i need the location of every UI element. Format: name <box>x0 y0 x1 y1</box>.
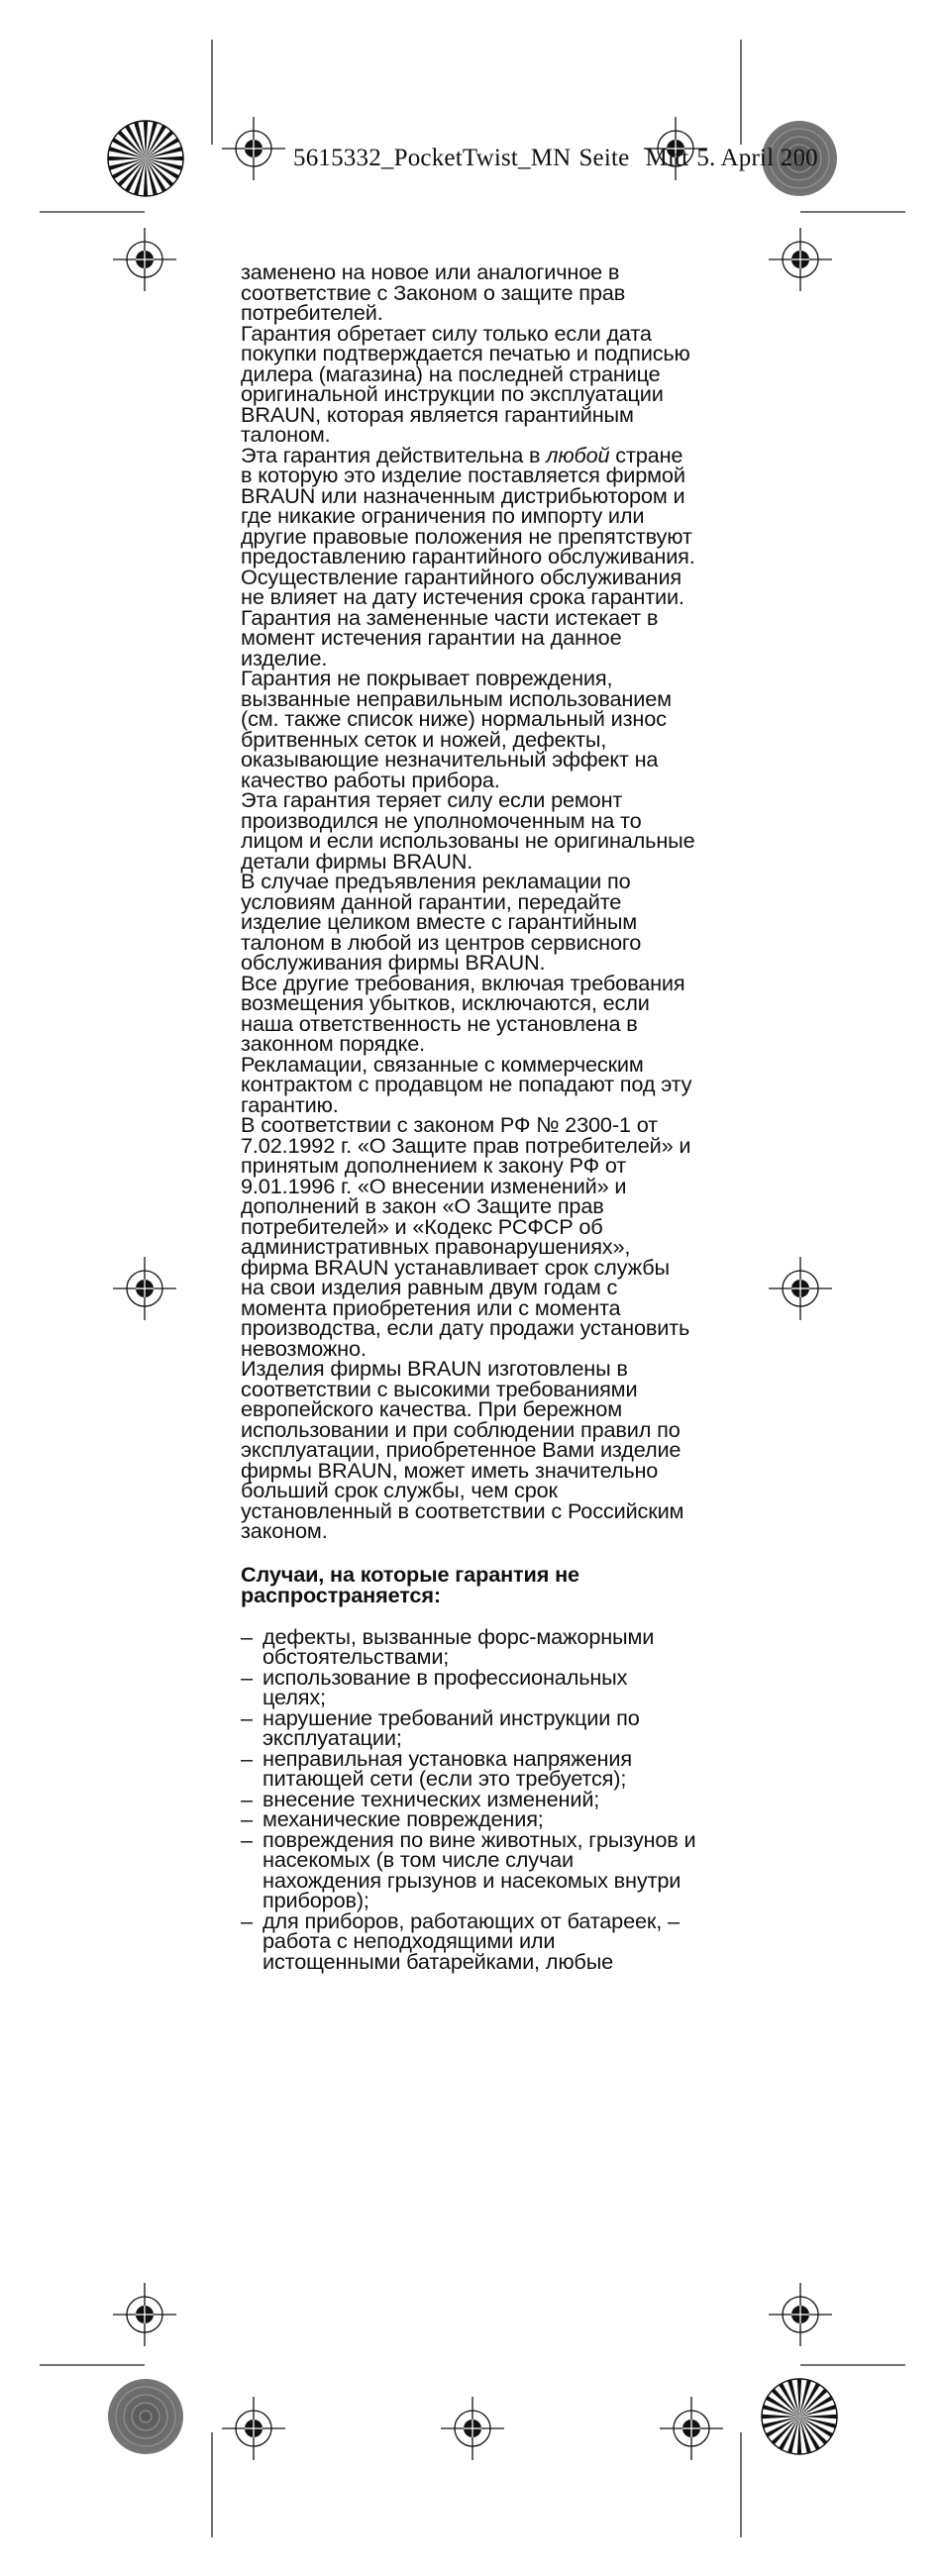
list-dash: – <box>241 1664 253 1690</box>
list-item <box>241 1664 696 1709</box>
emphasis-text: любой <box>546 442 610 467</box>
list-item-text: для приборов, работающих от батареек, – работа с неподходящими или истощенными батарейками, любые <box>262 1907 680 1974</box>
slug-page-label: Seite <box>578 145 630 171</box>
list-item <box>241 1623 696 1669</box>
list-dash: – <box>241 1826 253 1852</box>
paragraph: В соответствии с законом РФ № 2300-1 от 7.02.1992 г. «О Защите прав потребителей» и принятым дополнением к закону РФ от 9.01.1996 г. «О внесении изменений» и дополнений в закон «О Защите прав потребителей» и «Кодекс РСФСР об административных правонарушениях», фирма BRAUN устанавливает срок службы на свои изделия равным двум годам с момента приобретения или с момента производства, если дату продажи установить невозможно. <box>241 1112 691 1361</box>
print-slug <box>293 145 945 184</box>
registration-starburst-icon <box>762 2379 837 2454</box>
list-item-text: повреждения по вине животных, грызунов и насекомых (в том числе случаи нахождения грызунов и насекомых внутри приборов); <box>262 1826 696 1912</box>
registration-crosshair-icon <box>769 228 832 291</box>
paragraph: Рекламации, связанные с коммерческим контрактом с продавцом не попадают под эту гарантию. <box>241 1051 692 1117</box>
list-dash: – <box>241 1623 253 1649</box>
paragraph: Гарантия не покрывает повреждения, вызванные неправильным использованием (см. также список ниже) нормальный износ бритвенных сеток и ножей, дефекты, оказывающие незначительный эффект на качество работы прибора. <box>241 666 672 792</box>
paragraph <box>241 442 696 568</box>
paragraph: Гарантия обретает силу только если дата покупки подтверждается печатью и подписью дилера (магазина) на последней странице оригинальной инструкции по эксплуатации BRAUN, которая является гарантийным талоном. <box>241 320 690 447</box>
list-item <box>241 1907 696 1974</box>
registration-crosshair-icon <box>222 2397 285 2460</box>
list-item <box>241 1826 696 1912</box>
slug-weekday: Mitt <box>645 145 689 171</box>
paragraph-part: Эта гарантия действительна в <box>241 442 541 467</box>
registration-crosshair-icon <box>113 228 176 291</box>
paragraph: заменено на новое или аналогичное в соответствие с Законом о защите прав потребителей. <box>241 259 626 325</box>
list-item-text: механические повреждения; <box>262 1806 544 1831</box>
registration-starburst-icon <box>108 121 183 196</box>
slug-date: 5. April 200 <box>696 145 818 171</box>
list-dash: – <box>241 1806 253 1831</box>
list-item-text: дефекты, вызванные форс-мажорными обстоятельствами; <box>262 1623 655 1669</box>
gray-target-icon <box>108 2379 183 2454</box>
registration-crosshair-icon <box>769 1257 832 1320</box>
list-item <box>241 1745 696 1791</box>
paragraph: Осуществление гарантийного обслуживания не влияет на дату истечения срока гарантии. Гарантия на замененные части истекает в момент истечения гарантии на данное изделие. <box>241 564 684 670</box>
paragraph: Изделия фирмы BRAUN изготовлены в соответствии с высокими требованиями европейского качества. При бережном использовании и при соблюдении правил по эксплуатации, приобретенное Вами изделие фирмы BRAUN, может иметь значительно больший срок службы, чем срок установленный в соответствии с Российским законом. <box>241 1356 684 1543</box>
warranty-text-column <box>241 259 696 1974</box>
list-dash: – <box>241 1907 253 1933</box>
registration-crosshair-icon <box>660 2397 723 2460</box>
registration-crosshair-icon <box>222 117 285 180</box>
list-item-text: внесение технических изменений; <box>262 1786 600 1811</box>
section-heading: Случаи, на которые гарантия не распространяется: <box>241 1561 579 1607</box>
paragraph: Все другие требования, включая требования возмещения убытков, исключаются, если наша ответственность не установлена в законном порядке. <box>241 970 685 1056</box>
list-item-text: использование в профессиональных целях; <box>262 1664 628 1709</box>
exclusions-list <box>241 1623 696 1974</box>
registration-crosshair-icon <box>769 2283 832 2346</box>
paragraph: В случае предъявления рекламации по условиям данной гарантии, передайте изделие целиком вместе с гарантийным талоном в любой из центров сервисного обслуживания фирмы BRAUN. <box>241 869 642 975</box>
list-item-text: неправильная установка напряжения питающей сети (если это требуется); <box>262 1745 632 1791</box>
paragraph: Эта гарантия теряет силу если ремонт производился не уполномоченным на то лицом и если использованы не оригинальные детали фирмы BRAUN. <box>241 787 695 874</box>
list-item-text: нарушение требований инструкции по эксплуатации; <box>262 1704 640 1750</box>
list-item <box>241 1704 696 1750</box>
list-dash: – <box>241 1704 253 1730</box>
registration-crosshair-icon <box>113 2283 176 2346</box>
list-dash: – <box>241 1745 253 1771</box>
paragraph-part: стране в которую это изделие поставляется фирмой BRAUN или назначенным дистрибьютором и где никакие ограничения по импорту или другие правовые положения не препятствуют предоставлению гарантийного обслуживания. <box>241 442 695 568</box>
registration-crosshair-icon <box>441 2397 504 2460</box>
slug-filename: 5615332_PocketTwist_MN <box>293 145 572 171</box>
registration-crosshair-icon <box>113 1257 176 1320</box>
list-dash: – <box>241 1786 253 1811</box>
